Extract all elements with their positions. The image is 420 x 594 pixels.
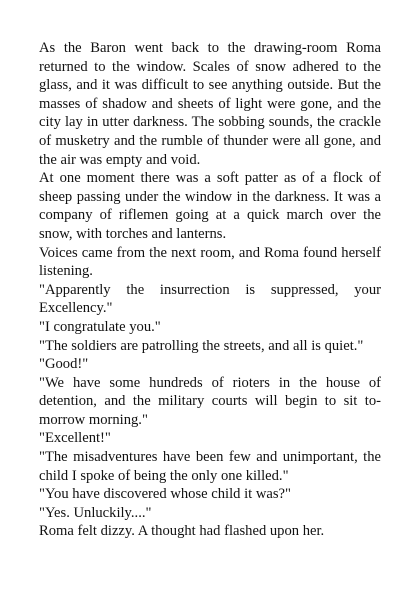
book-page-text [39,39,381,541]
paragraph-riflemen: At one moment there was a soft patter as of a flock of sheep passing under the window in the darkness. It was a company of riflemen going at a quick march over the snow, with torches and lanterns. [39,170,381,242]
dialogue-line: "Excellent!" [39,430,111,447]
dialogue-line: "Yes. Unluckily...." [39,504,152,521]
dialogue-line: "You have discovered whose child it was?" [39,486,291,503]
paragraph-voices: Voices came from the next room, and Roma found herself listening. [39,244,381,280]
dialogue-line: "Apparently the insurrection is suppressed, your Excellency." [39,281,381,317]
dialogue-line: "Good!" [39,356,89,373]
paragraph-roma-dizzy: Roma felt dizzy. A thought had flashed upon her. [39,523,325,540]
paragraph-baron-returns: As the Baron went back to the drawing-room Roma returned to the window. Scales of snow adhered to the glass, and it was difficult to see anything outside. But the masses of shadow and sheets of light were gone, and the city lay in utter darkness. The sobbing sounds, the crackle of musketry and the rumble of thunder were all gone, and the air was empty and void. [39,40,381,168]
dialogue-line: "The soldiers are patrolling the streets, and all is quiet." [39,337,364,354]
dialogue-line: "I congratulate you." [39,318,161,335]
dialogue-line: "We have some hundreds of rioters in the house of detention, and the military courts will begin to sit to-morrow morning." [39,374,381,428]
dialogue-line: "The misadventures have been few and unimportant, the child I spoke of being the only one killed." [39,449,381,484]
